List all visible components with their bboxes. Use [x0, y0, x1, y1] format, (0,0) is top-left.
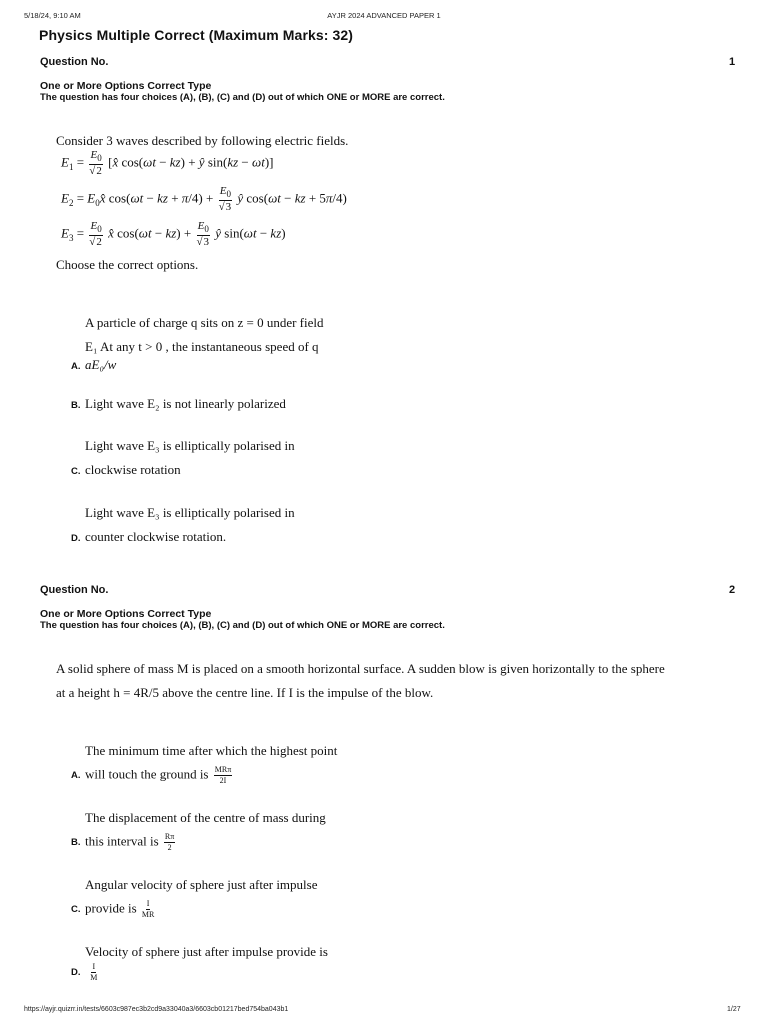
option-text-line1: A particle of charge q sits on z = 0 under field — [85, 315, 324, 330]
option-text-line3: aE₀/w — [85, 357, 117, 372]
option-letter: C. — [71, 904, 81, 916]
fraction-denominator: MR — [141, 910, 155, 919]
option-text-line1: The displacement of the centre of mass during — [85, 810, 326, 825]
equation-e2: $E_2$ = $E_0x̂$ cos(ωt − kz + π/4) + $\frac{E_0}{√3}$ ŷ cos(ωt − kz + 5π/4) — [61, 185, 347, 214]
option-text-line2: provide is — [85, 900, 137, 916]
option-text-line1: Light wave E₂ is not linearly polarized — [85, 396, 286, 411]
question-type-desc: The question has four choices (A), (B), (C) and (D) out of which ONE or MORE are correct. — [40, 92, 445, 103]
fraction-numerator: Rπ — [164, 832, 175, 841]
option-text-line2: clockwise rotation — [85, 462, 181, 477]
question-type-title: One or More Options Correct Type — [40, 80, 212, 92]
print-page-number: 1/27 — [727, 1006, 741, 1013]
fraction-denominator: 2I — [219, 776, 227, 785]
fraction-numerator: I — [92, 962, 96, 971]
question-stem-line2: at a height h = 4R/5 above the centre line. If I is the impulse of the blow. — [56, 685, 434, 700]
option-letter: A. — [71, 770, 81, 782]
option-text-line2: this interval is — [85, 833, 159, 849]
option-text-line1: Angular velocity of sphere just after impulse — [85, 877, 318, 892]
option-text-line2: will touch the ground is — [85, 766, 209, 782]
fraction-numerator: I — [146, 899, 150, 908]
option-text-line1: Light wave E₃ is elliptically polarised in — [85, 438, 295, 453]
question-type-desc: The question has four choices (A), (B), (C) and (D) out of which ONE or MORE are correct. — [40, 620, 445, 631]
question-stem-outro: Choose the correct options. — [56, 257, 199, 272]
print-url: https://ayjr.quizrr.in/tests/6603c987ec3b2cd9a33040a3/6603cb01217bed754ba043b1 — [24, 1006, 289, 1013]
option-letter: C. — [71, 466, 81, 477]
question-number: 1 — [729, 56, 736, 68]
option-letter: D. — [71, 967, 81, 979]
option-letter: B. — [71, 837, 81, 849]
option-text-line1: Light wave E₃ is elliptically polarised in — [85, 505, 295, 520]
print-doc-title: AYJR 2024 ADVANCED PAPER 1 — [327, 11, 441, 20]
section-title: Physics Multiple Correct (Maximum Marks: 32) — [39, 27, 354, 43]
equation-e3: $E_3$ = $\frac{E_0}{√2}$ x̂ cos(ωt − kz) + $\frac{E_0}{√3}$ ŷ sin(ωt − kz) — [61, 220, 286, 249]
question-label: Question No. — [40, 584, 109, 596]
equation-e1: $E_1$ = $\frac{E_0}{√2}$ [x̂ cos(ωt − kz) + ŷ sin(kz − ωt)] — [61, 149, 274, 178]
question-stem-line1: A solid sphere of mass M is placed on a smooth horizontal surface. A sudden blow is given horizontally to the sphere — [56, 661, 665, 676]
option-letter: D. — [71, 533, 81, 544]
fraction-denominator: M — [90, 973, 98, 982]
option-text-line1: The minimum time after which the highest point — [85, 743, 338, 758]
question-stem-intro: Consider 3 waves described by following electric fields. — [56, 133, 349, 148]
option-letter: A. — [71, 361, 81, 372]
option-text-line1: Velocity of sphere just after impulse provide is — [85, 944, 328, 959]
print-datetime: 5/18/24, 9:10 AM — [24, 11, 81, 20]
question-label: Question No. — [40, 56, 109, 68]
option-text-line2: E₁ At any t > 0 , the instantaneous speed of q — [85, 339, 319, 354]
fraction-denominator: 2 — [167, 843, 172, 852]
option-letter: B. — [71, 400, 81, 411]
option-text-line2: counter clockwise rotation. — [85, 529, 227, 544]
question-type-title: One or More Options Correct Type — [40, 608, 212, 620]
question-number: 2 — [729, 584, 736, 596]
fraction-numerator: MRπ — [214, 765, 232, 774]
